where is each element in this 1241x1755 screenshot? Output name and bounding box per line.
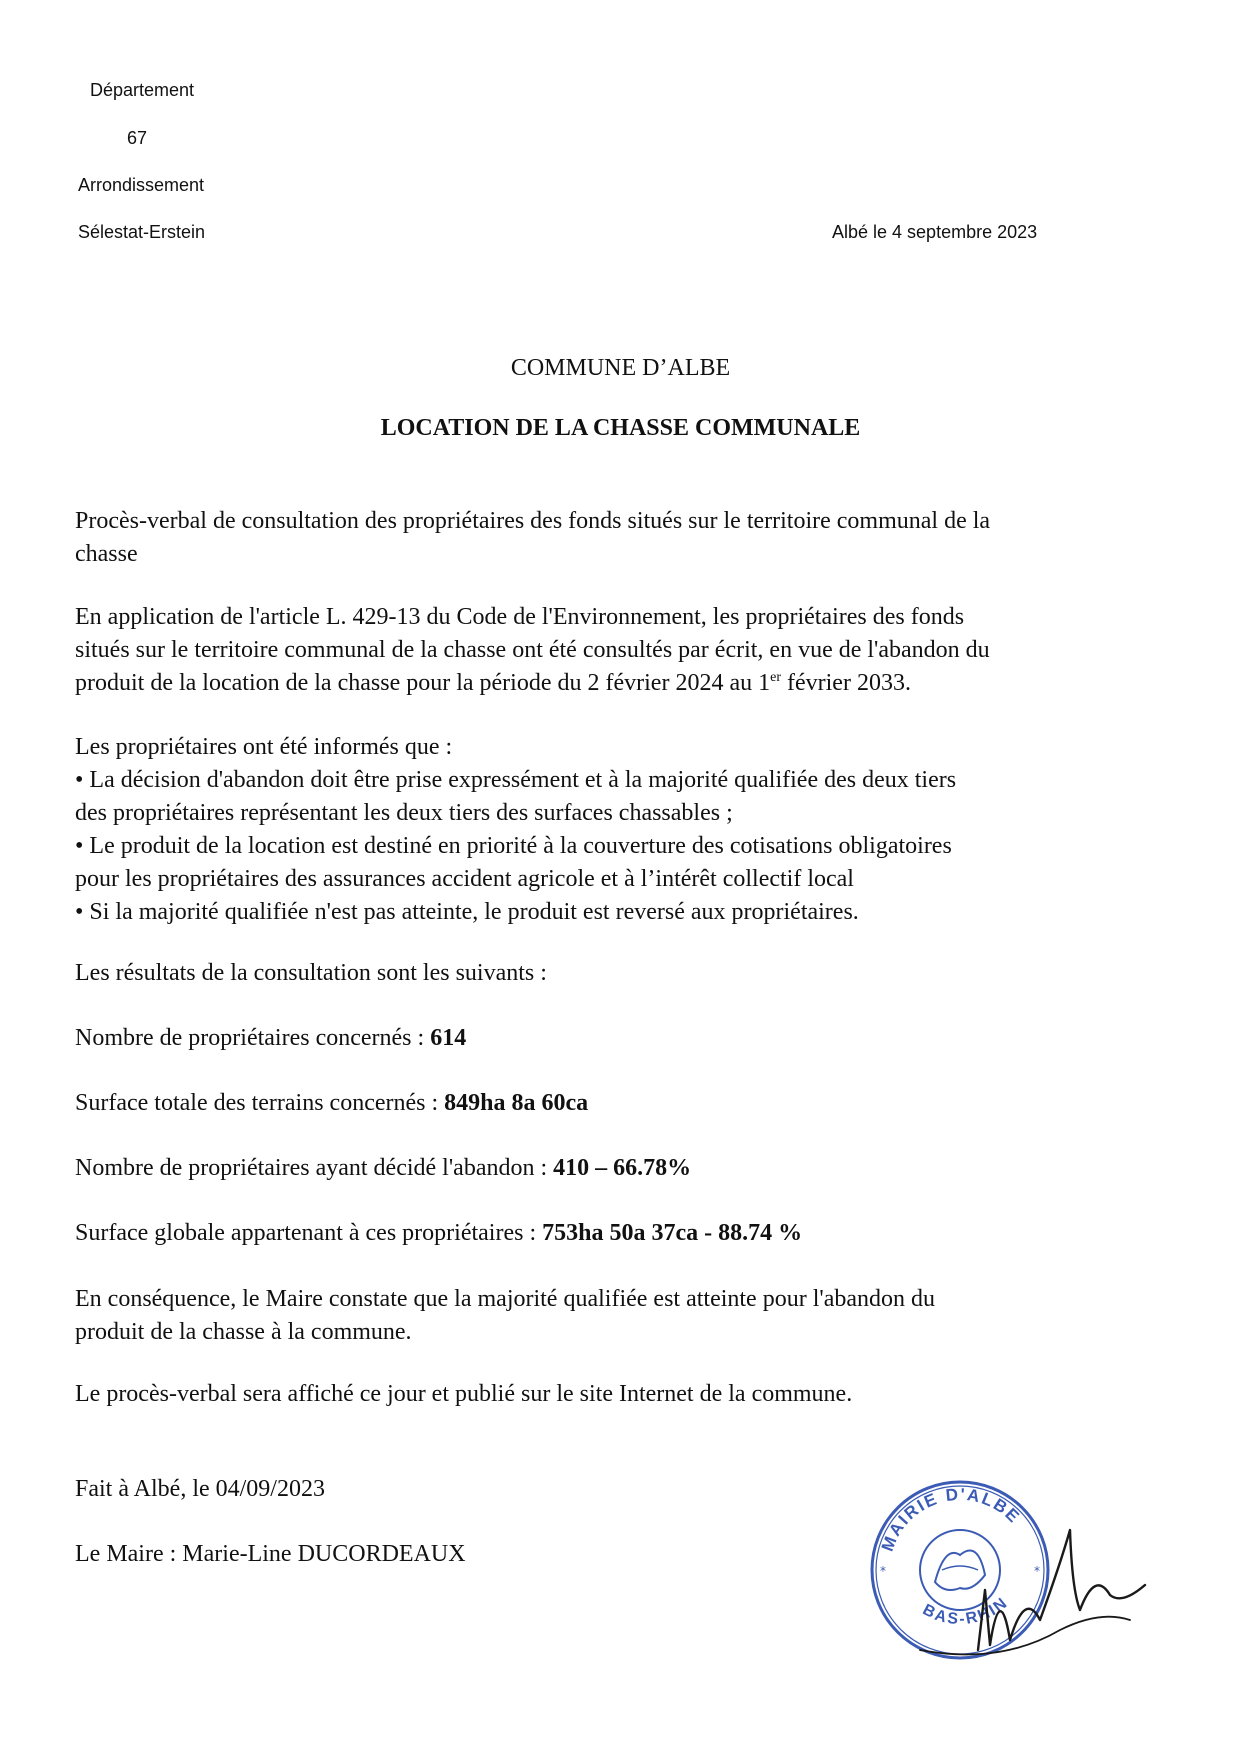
result-line: [75, 1022, 1175, 1055]
result-value: 849ha 8a 60ca: [444, 1090, 589, 1116]
informed-section: [75, 731, 1175, 929]
stamp-emblem-detail-icon: [942, 1566, 978, 1570]
bullet-item: [75, 830, 1175, 863]
conclusion-line: produit de la chasse à la commune.: [75, 1319, 412, 1345]
bullet-item: [75, 764, 1175, 797]
done-at: Fait à Albé, le 04/09/2023: [75, 1476, 325, 1502]
bullet-text: • La décision d'abandon doit être prise expressément et à la majorité qualifiée des deux tiers: [75, 767, 957, 793]
main-title: LOCATION DE LA CHASSE COMMUNALE: [380, 415, 861, 441]
result-value: 614: [430, 1025, 467, 1051]
bullet-continuation: des propriétaires représentant les deux tiers des surfaces chassables ;: [75, 800, 733, 826]
result-line: [75, 1152, 1175, 1185]
handwritten-signature-icon: [978, 1530, 1145, 1650]
publication-note: Le procès-verbal sera affiché ce jour et publié sur le site Internet de la commune.: [75, 1381, 853, 1407]
commune-title: COMMUNE D’ALBE: [510, 355, 731, 381]
application-line: En application de l'article L. 429-13 du Code de l'Environnement, les propriétaires des fonds: [75, 604, 965, 630]
department-label: Département: [90, 80, 195, 100]
stamp-center-ring: [920, 1530, 1000, 1610]
arrondissement-name: Sélestat-Erstein: [78, 222, 206, 242]
bullet-item: [75, 896, 1175, 929]
result-label: Surface totale des terrains concernés :: [75, 1090, 445, 1116]
stamp-star-icon: *: [880, 1564, 886, 1578]
official-stamp: [860, 1470, 1160, 1670]
result-line: [75, 1217, 1175, 1250]
results-intro: Les résultats de la consultation sont les suivants :: [75, 960, 547, 986]
result-label: Nombre de propriétaires ayant décidé l'abandon :: [75, 1155, 554, 1181]
bullet-text: • Si la majorité qualifiée n'est pas atteinte, le produit est reversé aux propriétaires.: [75, 899, 859, 925]
result-label: Surface globale appartenant à ces propriétaires :: [75, 1220, 543, 1246]
department-number: 67: [127, 128, 148, 148]
stamp-star-icon: *: [1034, 1564, 1040, 1578]
conclusion-paragraph: [75, 1283, 1175, 1349]
intro-paragraph: [75, 505, 1175, 571]
conclusion-line: En conséquence, le Maire constate que la majorité qualifiée est atteinte pour l'abandon du: [75, 1286, 935, 1312]
mayor-signature-line: Le Maire : Marie-Line DUCORDEAUX: [75, 1541, 466, 1567]
arrondissement-label: Arrondissement: [78, 175, 205, 195]
application-line: [75, 667, 1175, 700]
application-paragraph: [75, 601, 1175, 700]
application-line: situés sur le territoire communal de la chasse ont été consultés par écrit, en vue de l'abandon du: [75, 637, 990, 663]
bullet-text: • Le produit de la location est destiné en priorité à la couverture des cotisations obligatoires: [75, 833, 952, 859]
stamp-top-text: MAIRIE D'ALBE: [877, 1484, 1025, 1554]
result-label: Nombre de propriétaires concernés :: [75, 1025, 431, 1051]
stamp-outer-ring: [872, 1482, 1048, 1658]
intro-line: chasse: [75, 541, 138, 567]
stamp-seal: [872, 1482, 1048, 1658]
result-line: [75, 1087, 1175, 1120]
result-value: 753ha 50a 37ca - 88.74 %: [542, 1220, 803, 1246]
application-line-text: février 2033.: [781, 670, 911, 696]
result-value: 410 – 66.78%: [553, 1155, 692, 1181]
intro-line: Procès-verbal de consultation des propriétaires des fonds situés sur le territoire communal de la: [75, 508, 991, 534]
informed-intro: Les propriétaires ont été informés que :: [75, 734, 453, 760]
place-date: Albé le 4 septembre 2023: [832, 222, 1038, 242]
stamp-bottom-text: BAS-RHIN: [919, 1594, 1012, 1629]
ordinal-superscript: er: [770, 670, 781, 685]
application-line-text: produit de la location de la chasse pour la période du 2 février 2024 au 1: [75, 670, 771, 696]
bullet-continuation: pour les propriétaires des assurances accident agricole et à l’intérêt collectif local: [75, 866, 854, 892]
